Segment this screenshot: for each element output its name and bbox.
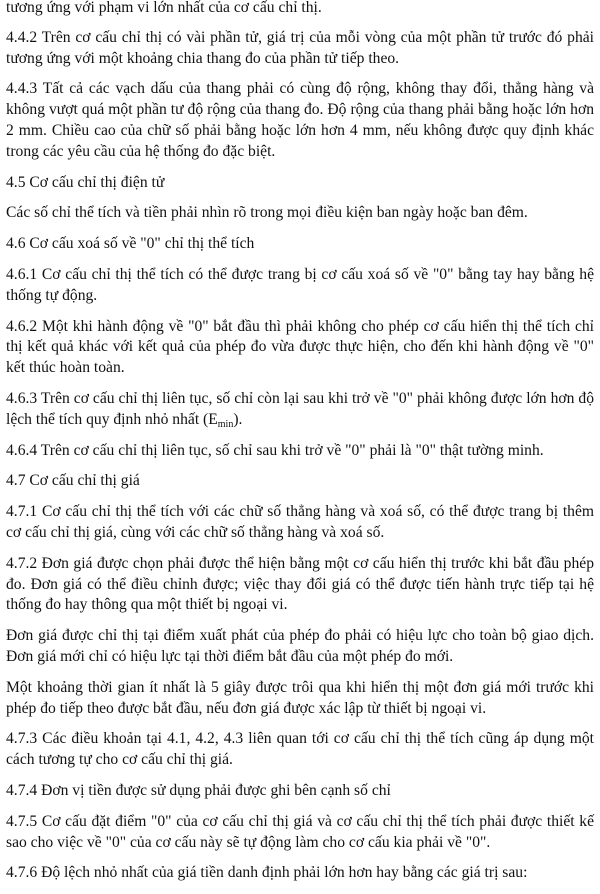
paragraph-4-6-3-text: 4.6.3 Trên cơ cấu chỉ thị liên tục, số chỉ còn lại sau khi trở về "0" phải không được lớn hơn độ lệch thể tích quy định nhỏ nhất (E	[6, 389, 594, 428]
paragraph-unit-price-validity: Đơn giá được chỉ thị tại điểm xuất phát của phép đo phải có hiệu lực cho toàn bộ giao dịch. Đơn giá mới chỉ có hiệu lực tại thời điểm bắt đầu của một phép đo mới.	[6, 627, 594, 665]
paragraph-4-7-4: 4.7.4 Đơn vị tiền được sử dụng phải được ghi bên cạnh số chỉ	[6, 781, 391, 799]
paragraph-4-7-2: 4.7.2 Đơn giá được chọn phải được thể hiện bằng một cơ cấu hiển thị trước khi bắt đầu phép đo. Đơn giá có thể điều chỉnh được; việc thay đổi giá có thể được tiến hành trực tiếp tại hệ thống đo hay thông qua một thiết bị ngoại vi.	[6, 554, 594, 614]
section-heading-4-7: 4.7 Cơ cấu chỉ thị giá	[6, 472, 140, 490]
paragraph-4-7-1: 4.7.1 Cơ cấu chỉ thị thể tích với các chữ số thẳng hàng và xoá số, có thể được trang bị thêm cơ cấu chỉ thị giá, cùng với các chữ số thẳng hàng và xoá số.	[6, 503, 594, 541]
paragraph-4-7-5: 4.7.5 Cơ cấu đặt điểm "0" của cơ cấu chỉ thị giá và cơ cấu chỉ thị thể tích phải được thiết kế sao cho việc về "0" của cơ cấu này sẽ tự động làm cho cơ cấu kia phải về "0".	[6, 812, 594, 851]
paragraph-4-6-4: 4.6.4 Trên cơ cấu chỉ thị liên tục, số chỉ sau khi trở về "0" phải là "0" thật tường minh.	[6, 441, 544, 459]
paragraph-five-second-rule: Một khoảng thời gian ít nhất là 5 giây được trôi qua khi hiển thị một đơn giá mới trước khi phép đo tiếp theo được bắt đầu, nếu đơn giá được xác lập từ thiết bị ngoại vi.	[6, 678, 594, 717]
paragraph-continuation: tương ứng với phạm vi lớn nhất của cơ cấu chỉ thị.	[6, 0, 322, 16]
paragraph-4-4-2: 4.4.2 Trên cơ cấu chỉ thị có vài phần tử, giá trị của mỗi vòng của một phần tử trước đó phải tương ứng với một khoảng chia thang đo của phần tử tiếp theo.	[6, 28, 594, 67]
document-page	[6, 0, 594, 894]
section-heading-4-5: 4.5 Cơ cấu chỉ thị điện tử	[6, 173, 165, 191]
paragraph-4-6-2: 4.6.2 Một khi hành động về "0" bắt đầu thì phải không cho phép cơ cấu hiển thị thể tích chỉ thị kết quả khác với kết quả của phép đo vừa được thực hiện, cho đến khi hành động về "0" kết thúc hoàn toàn.	[6, 317, 594, 377]
paragraph-4-6-3-end: ).	[233, 410, 243, 428]
paragraph-4-4-3: 4.4.3 Tất cả các vạch dấu của thang phải có cùng độ rộng, không thay đổi, thẳng hàng và không vượt quá một phần tư độ rộng của thang đo. Độ rộng của thang phải bằng hoặc lớn hơn 2 mm. Chiều cao của chữ số phải bằng hoặc lớn hơn 4 mm, nếu không được quy định khác trong các yêu cầu của hệ thống đo đặc biệt.	[6, 80, 594, 160]
paragraph-4-6-1: 4.6.1 Cơ cấu chỉ thị thể tích có thể được trang bị cơ cấu xoá số về "0" bằng tay hay bằng hệ thống tự động.	[6, 265, 594, 304]
emin-subscript: min	[217, 418, 234, 430]
paragraph-electronic-display: Các số chỉ thể tích và tiền phải nhìn rõ trong mọi điều kiện ban ngày hoặc ban đêm.	[6, 204, 528, 222]
paragraph-4-6-3	[6, 389, 594, 431]
paragraph-4-7-3: 4.7.3 Các điều khoản tại 4.1, 4.2, 4.3 liên quan tới cơ cấu chỉ thị thể tích cũng áp dụng một cách tương tự cho cơ cấu chỉ thị giá.	[6, 730, 594, 769]
paragraph-4-7-6: 4.7.6 Độ lệch nhỏ nhất của giá tiền danh định phải lớn hơn hay bằng các giá trị sau:	[6, 864, 528, 882]
section-heading-4-6: 4.6 Cơ cấu xoá số về "0" chỉ thị thể tích	[6, 235, 255, 253]
